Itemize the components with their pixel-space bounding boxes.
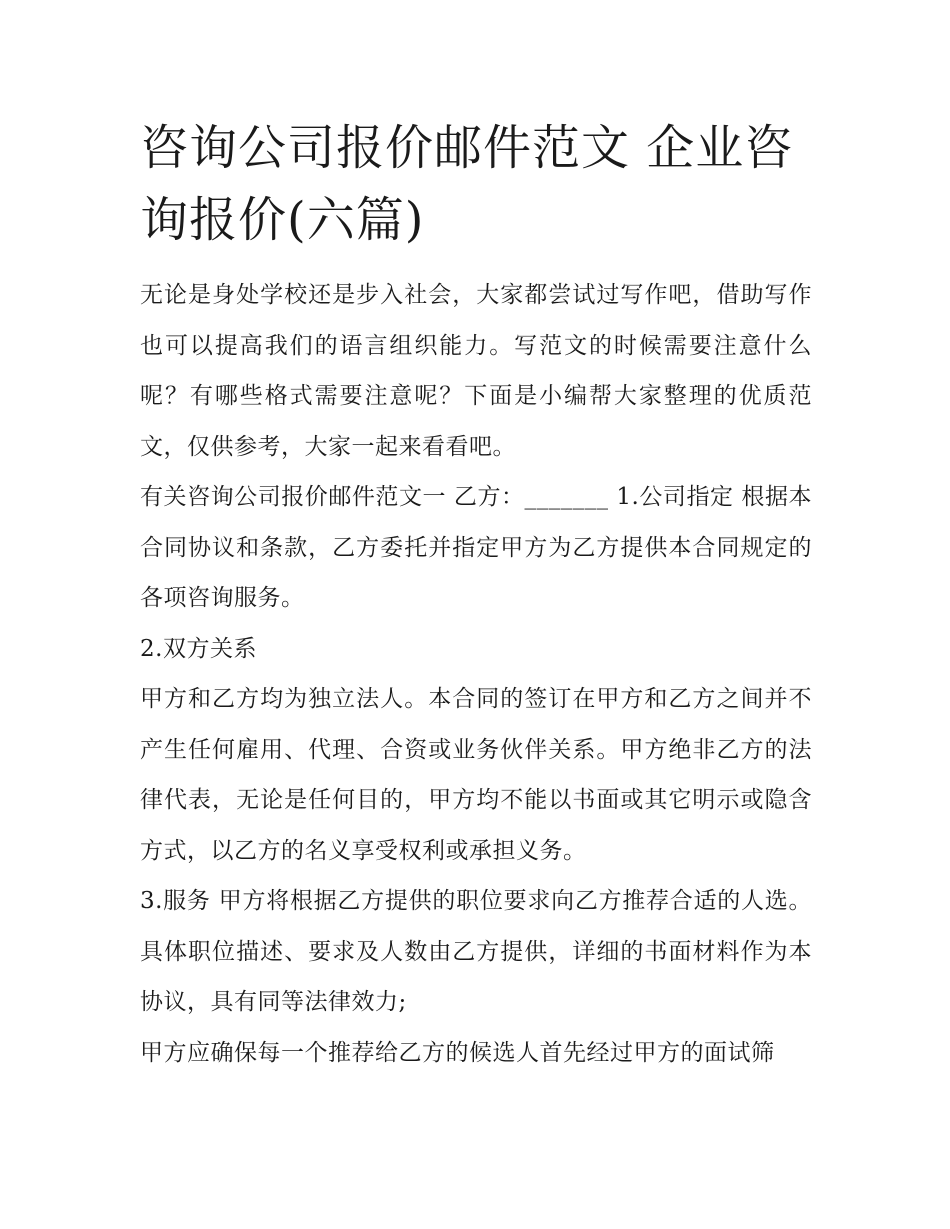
section-1-paragraph: 有关咨询公司报价邮件范文一 乙方：_______ 1.公司指定 根据本合同协议和条款，乙方委托并指定甲方为乙方提供本合同规定的各项咨询服务。 (140, 484, 812, 611)
intro-paragraph: 无论是身处学校还是步入社会，大家都尝试过写作吧，借助写作也可以提高我们的语言组织能力。写范文的时候需要注意什么呢？有哪些格式需要注意呢？下面是小编帮大家整理的优质范文，仅供参考，大家一起来看看吧。 (140, 282, 812, 460)
section-3-paragraph: 3.服务 甲方将根据乙方提供的职位要求向乙方推荐合适的人选。具体职位描述、要求及人数由乙方提供，详细的书面材料作为本协议，具有同等法律效力; (140, 888, 812, 1015)
section-2-heading: 2.双方关系 (140, 635, 257, 662)
section-3-continued-paragraph: 甲方应确保每一个推荐给乙方的候选人首先经过甲方的面试筛 (140, 1039, 775, 1066)
document-title: 咨询公司报价邮件范文 企业咨询报价(六篇) (140, 120, 794, 248)
document-page (140, 112, 812, 1078)
section-2-paragraph: 甲方和乙方均为独立法人。本合同的签订在甲方和乙方之间并不产生任何雇用、代理、合资或业务伙伴关系。甲方绝非乙方的法律代表，无论是任何目的，甲方均不能以书面或其它明示或隐含方式，以乙方的名义享受权利或承担义务。 (140, 686, 812, 864)
